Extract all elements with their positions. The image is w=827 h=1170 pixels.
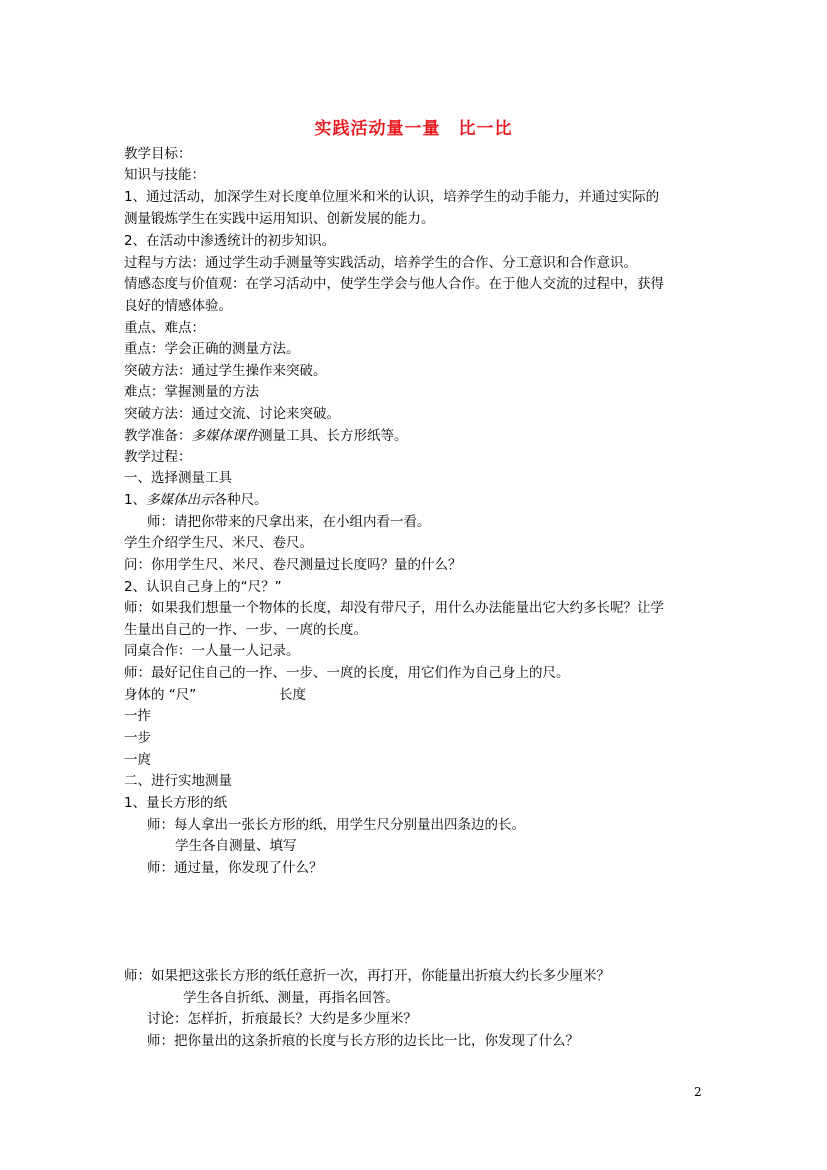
document-title: 实践活动量一量 比一比 (314, 119, 513, 139)
text-line: 教学过程： (124, 449, 192, 465)
text-line: 问：你用学生尺、米尺、卷尺测量过长度吗？量的什么？ (124, 557, 462, 573)
text-line (124, 427, 408, 445)
column-header-body-ruler: 身体的 “尺” (124, 687, 197, 703)
text-line: 良好的情感体验。 (124, 298, 232, 314)
text-line: 1、量长方形的纸 (124, 795, 228, 811)
text-line: 难点：掌握测量的方法 (124, 384, 259, 400)
table-header-line (124, 686, 524, 704)
text-line: 一拃 (124, 708, 151, 724)
text-line: 过程与方法：通过学生动手测量等实践活动，培养学生的合作、分工意识和合作意识。 (124, 255, 637, 271)
text-line: 二、进行实地测量 (124, 773, 232, 789)
text-segment: 各种尺。 (213, 492, 268, 508)
italic-text-segment: 多媒体出示 (146, 492, 214, 508)
text-line: 突破方法：通过学生操作来突破。 (124, 363, 327, 379)
text-line: 1、通过活动，加深学生对长度单位厘米和米的认识，培养学生的动手能力，并通过实际的 (124, 189, 660, 205)
text-line: 一、选择测量工具 (124, 470, 232, 486)
text-line: 同桌合作：一人量一人记录。 (124, 643, 300, 659)
text-line: 重点：学会正确的测量方法。 (124, 341, 300, 357)
italic-text-segment: 多媒体课件 (191, 428, 259, 444)
text-line: 学生各自测量、填写 (175, 838, 297, 854)
text-line: 重点、难点： (124, 320, 205, 336)
text-line: 2、认识自己身上的“尺？” (124, 579, 282, 595)
text-line: 情感态度与价值观：在学习活动中，使学生学会与他人合作。在于他人交流的过程中，获得 (124, 276, 664, 292)
text-line: 师：最好记住自己的一拃、一步、一庹的长度，用它们作为自己身上的尺。 (124, 665, 570, 681)
text-segment: 教学准备： (124, 428, 192, 444)
text-line: 一步 (124, 730, 151, 746)
text-line: 生量出自己的一拃、一步、一庹的长度。 (124, 622, 367, 638)
text-line: 教学目标： (124, 146, 192, 162)
text-line: 2、在活动中渗透统计的初步知识。 (124, 233, 336, 249)
text-line: 讨论：怎样折，折痕最长？大约是多少厘米？ (147, 1011, 417, 1027)
text-line: 学生介绍学生尺、米尺、卷尺。 (124, 535, 313, 551)
text-line: 师：通过量，你发现了什么？ (147, 860, 323, 876)
column-header-length: 长度 (279, 687, 306, 703)
page-number: 2 (694, 1085, 702, 1099)
text-line: 一庹 (124, 752, 151, 768)
text-line (124, 491, 268, 509)
text-line: 突破方法：通过交流、讨论来突破。 (124, 406, 340, 422)
text-segment: 测量工具、长方形纸等。 (259, 428, 408, 444)
text-line: 师：请把你带来的尺拿出来，在小组内看一看。 (147, 514, 431, 530)
text-line: 师：如果我们想量一个物体的长度，却没有带尺子，用什么办法能量出它大约多长呢？让学 (124, 600, 664, 616)
text-line: 师：每人拿出一张长方形的纸，用学生尺分别量出四条边的长。 (147, 817, 525, 833)
text-line: 师：如果把这张长方形的纸任意折一次，再打开，你能量出折痕大约长多少厘米？ (124, 968, 610, 984)
text-line: 师：把你量出的这条折痕的长度与长方形的边长比一比，你发现了什么？ (147, 1033, 579, 1049)
text-segment: 1、 (124, 492, 147, 508)
text-line: 知识与技能： (124, 167, 205, 183)
text-line: 测量锻炼学生在实践中运用知识、创新发展的能力。 (124, 211, 435, 227)
text-line: 学生各自折纸、测量，再指名回答。 (183, 990, 399, 1006)
